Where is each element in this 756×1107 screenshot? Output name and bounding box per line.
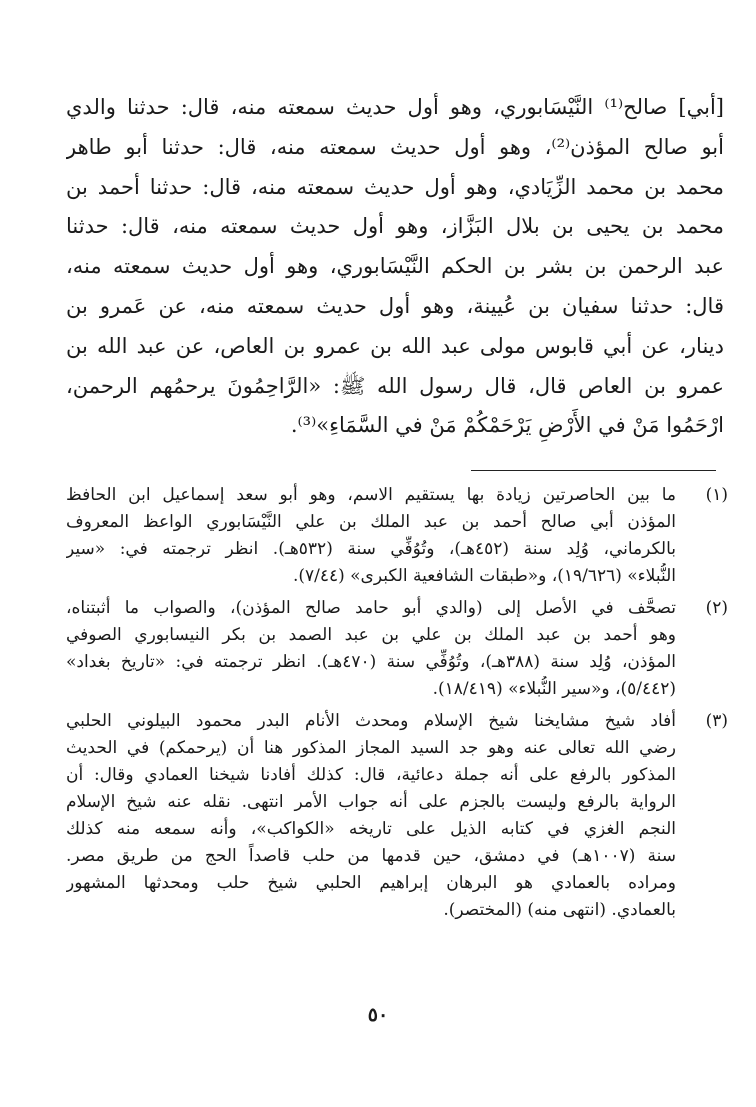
footnote-line: (٥/٤٤٢)، و«سير النُّبلاء» (١٨/٤١٩). bbox=[432, 679, 676, 699]
main-text-line: [أبي] صالح⁽¹⁾ النَّيْسَابوري، وهو أول حديث سمعته منه، قال: حدثنا والدي bbox=[66, 95, 724, 119]
footnote-separator bbox=[471, 470, 716, 471]
footnote-line: تصحَّف في الأصل إلى (والدي أبو حامد صالح المؤذن)، والصواب ما أثبتناه، bbox=[66, 598, 676, 618]
main-text-line: قال: حدثنا سفيان بن عُيينة، وهو أول حديث سمعته منه، عن عَمرو بن bbox=[66, 293, 724, 318]
footnote-number: (١) bbox=[705, 485, 728, 505]
footnote-line: النُّبلاء» (١٩/٦٢٦)، و«طبقات الشافعية الكبرى» (٧/٤٤). bbox=[292, 566, 676, 586]
page-number: ٥٠ bbox=[367, 1004, 389, 1026]
footnote-2 bbox=[66, 595, 728, 703]
main-text-line: ارْحَمُوا مَنْ في الأَرْضِ يَرْحَمْكُمْ مَنْ في السَّمَاءِ»⁽³⁾. bbox=[290, 413, 724, 438]
footnote-line: النجم الغزي في كتابه الذيل على تاريخه «الكواكب»، وأنه سمعه منه كذلك bbox=[66, 819, 676, 839]
footnote-number: (٢) bbox=[705, 598, 728, 618]
main-text-line: محمد بن يحيى بن بلال البَزَّاز، وهو أول حديث سمعته منه، قال: حدثنا bbox=[66, 214, 724, 239]
footnote-line: سنة (١٠٠٧هـ) في دمشق، حين قدمها من حلب قاصداً الحج من طريق مصر. bbox=[66, 846, 676, 866]
main-text-line: دينار، عن أبي قابوس مولى عبد الله بن عمرو بن العاص، عن عبد الله بن bbox=[66, 333, 724, 358]
footnote-line: المؤذن، وُلِد سنة (٣٨٨هـ)، وتُوُفِّي سنة (٤٧٠هـ). انظر ترجمته في: «تاريخ بغداد» bbox=[66, 652, 676, 672]
footnote-number: (٣) bbox=[705, 711, 728, 731]
footnote-line: أفاد شيخ مشايخنا شيخ الإسلام ومحدث الأنام البدر محمود البيلوني الحلبي bbox=[66, 711, 676, 731]
footnote-line: المؤذن أبي صالح أحمد بن عبد الملك بن علي النَّيْسَابوري الواعظ المعروف bbox=[66, 512, 676, 532]
main-text-line: محمد بن محمد الزِّيَادي، وهو أول حديث سمعته منه، قال: حدثنا أحمد بن bbox=[66, 174, 724, 199]
footnote-1 bbox=[66, 482, 728, 590]
main-text-line: عبد الرحمن بن بشر بن الحكم النَّيْسَابوري، وهو أول حديث سمعته منه، bbox=[66, 254, 724, 279]
footnote-line: الرواية بالرفع وليست بالجزم على أنه جواب الأمر انتهى. نقله عنه شيخ الإسلام bbox=[66, 792, 676, 812]
footnote-line: وهو أحمد بن عبد الملك بن علي بن عبد الصمد بن بكر النيسابوري الصوفي bbox=[66, 625, 676, 645]
main-text-line: أبو صالح المؤذن⁽²⁾، وهو أول حديث سمعته منه، قال: حدثنا أبو طاهر bbox=[66, 134, 724, 159]
main-text-block bbox=[66, 88, 724, 446]
footnote-line: ومراده بالعمادي هو البرهان إبراهيم الحلبي شيخ حلب ومحدثها المشهور bbox=[66, 873, 676, 893]
footnotes bbox=[66, 482, 728, 929]
footnote-line: ما بين الحاصرتين زيادة بها يستقيم الاسم، وهو أبو سعد إسماعيل ابن الحافظ bbox=[66, 485, 676, 505]
footnote-line: رضي الله تعالى عنه وهو جد السيد المجاز المذكور هنا أن (يرحمكم) في الحديث bbox=[66, 738, 676, 758]
footnote-3 bbox=[66, 708, 728, 924]
footnote-line: بالكرماني، وُلِد سنة (٤٥٢هـ)، وتُوُفِّي سنة (٥٣٢هـ). انظر ترجمته في: «سير bbox=[66, 539, 676, 559]
main-text-line: عمرو بن العاص قال، قال رسول الله ﷺ: «الرَّاحِمُونَ يرحمُهم الرحمن، bbox=[66, 373, 724, 398]
footnote-line: المذكور بالرفع على أنه جملة دعائية، قال: كذلك أفادنا شيخنا العمادي وقال: أن bbox=[66, 765, 676, 785]
footnote-line: بالعمادي. (انتهى منه) (المختصر). bbox=[443, 900, 676, 920]
